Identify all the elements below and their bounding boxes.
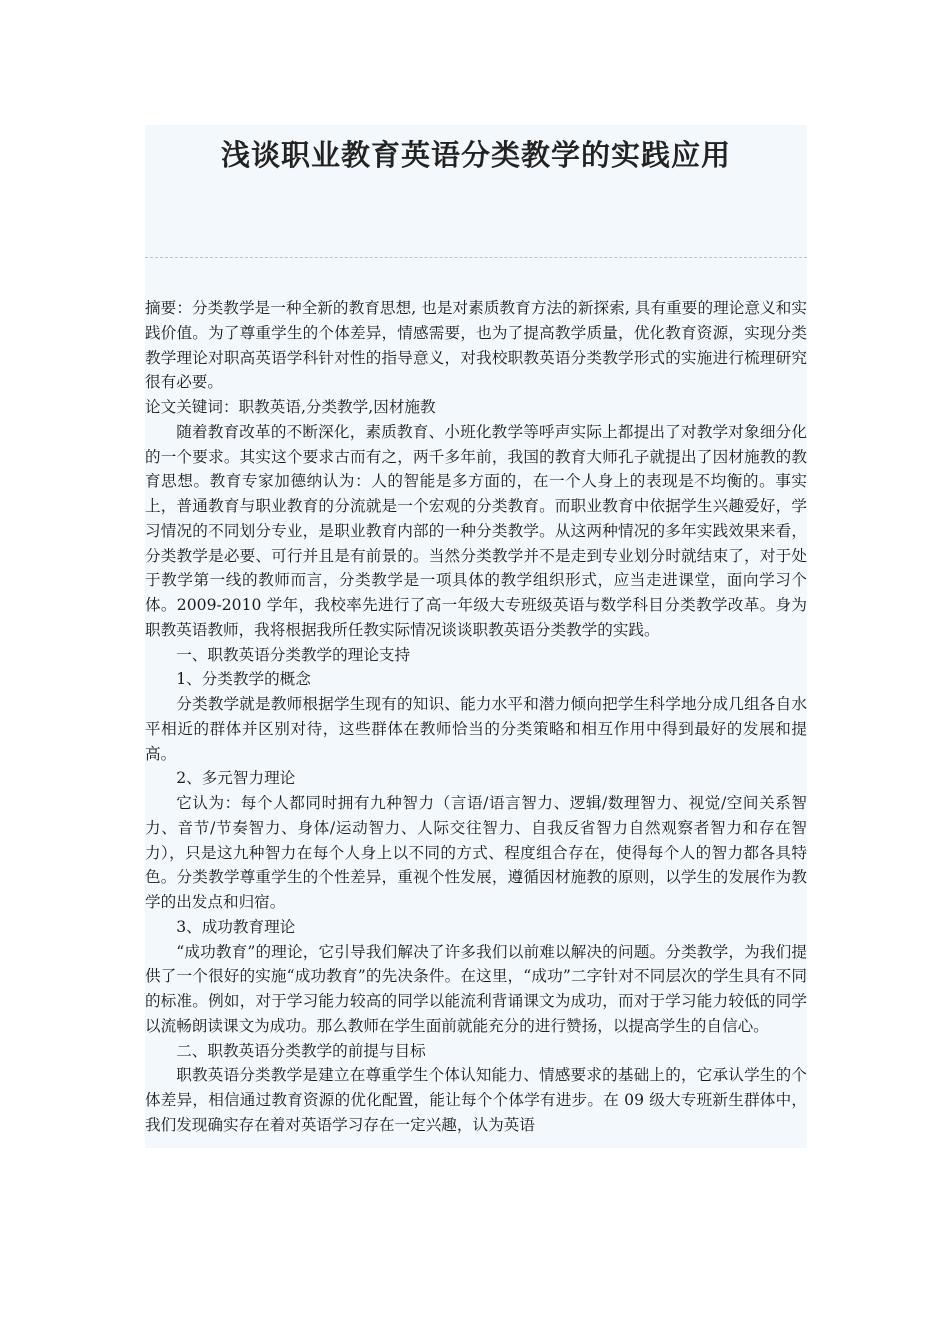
body-paragraph: 职教英语分类教学是建立在尊重学生个体认知能力、情感要求的基础上的，它承认学生的个体差异，相信通过教育资源的优化配置，能让每个个体学有进步。在 09 级大专班新生群体中，我们发现确实存在着对英语学习存在一定兴趣，认为英语 [145,1066,807,1134]
title-block [145,125,807,258]
abstract-paragraph: 摘要：分类教学是一种全新的教育思想, 也是对素质教育方法的新探索, 具有重要的理论意义和实践价值。为了尊重学生的个体差异，情感需要，也为了提高教学质量，优化教育资源，实现分类教学理论对职高英语学科针对性的指导意义，对我校职教英语分类教学形式的实施进行梳理研究很有必要。 [145,299,807,392]
intro-paragraph: 随着教育改革的不断深化，素质教育、小班化教学等呼声实际上都提出了对教学对象细分化的一个要求。其实这个要求古而有之，两千多年前，我国的教育大师孔子就提出了因材施教的教育思想。教育专家加德纳认为：人的智能是多方面的，在一个人身上的表现是不均衡的。事实上，普通教育与职业教育的分流就是一个宏观的分类教育。而职业教育中依据学生兴趣爱好，学习情况的不同划分专业，是职业教育内部的一种分类教学。从这两种情况的多年实践效果来看，分类教学是必要、可行并且是有前景的。当然分类教学并不是走到专业划分时就结束了，对于处于教学第一线的教师而言，分类教学是一项具体的教学组织形式，应当走进课堂，面向学习个体。2009-2010 学年，我校率先进行了高一年级大专班级英语与数学科目分类教学改革。身为职教英语教师，我将根据我所任教实际情况谈谈职教英语分类教学的实践。 [145,422,807,639]
section-heading: 二、职教英语分类教学的前提与目标 [176,1041,426,1060]
document-body [145,258,807,1148]
document-page [145,125,807,1148]
body-paragraph: 分类教学就是教师根据学生现有的知识、能力水平和潜力倾向把学生科学地分成几组各自水平相近的群体并区别对待，这些群体在教师恰当的分类策略和相互作用中得到最好的发展和提高。 [145,695,807,763]
subsection-heading: 3、成功教育理论 [176,917,296,936]
subsection-heading: 1、分类教学的概念 [176,670,311,689]
section-heading: 一、职教英语分类教学的理论支持 [176,645,411,664]
subsection-heading: 2、多元智力理论 [176,769,296,788]
body-paragraph: “成功教育”的理论，它引导我们解决了许多我们以前难以解决的问题。分类教学，为我们提供了一个很好的实施“成功教育”的先决条件。在这里，“成功”二字针对不同层次的学生具有不同的标准。例如，对于学习能力较高的同学以能流利背诵课文为成功，而对于学习能力较低的同学以流畅朗读课文为成功。那么教师在学生面前就能充分的进行赞扬，以提高学生的自信心。 [145,942,807,1035]
body-paragraph: 它认为：每个人都同时拥有九种智力（言语/语言智力、逻辑/数理智力、视觉/空间关系智力、音节/节奏智力、身体/运动智力、人际交往智力、自我反省智力自然观察者智力和存在智力），只是这九种智力在每个人身上以不同的方式、程度组合存在，使得每个人的智力都各具特色。分类教学尊重学生的个性差异，重视个性发展，遵循因材施教的原则，以学生的发展作为教学的出发点和归宿。 [145,794,807,911]
keywords-paragraph: 论文关键词：职教英语,分类教学,因材施教 [145,398,436,416]
page-title: 浅谈职业教育英语分类教学的实践应用 [220,138,731,172]
